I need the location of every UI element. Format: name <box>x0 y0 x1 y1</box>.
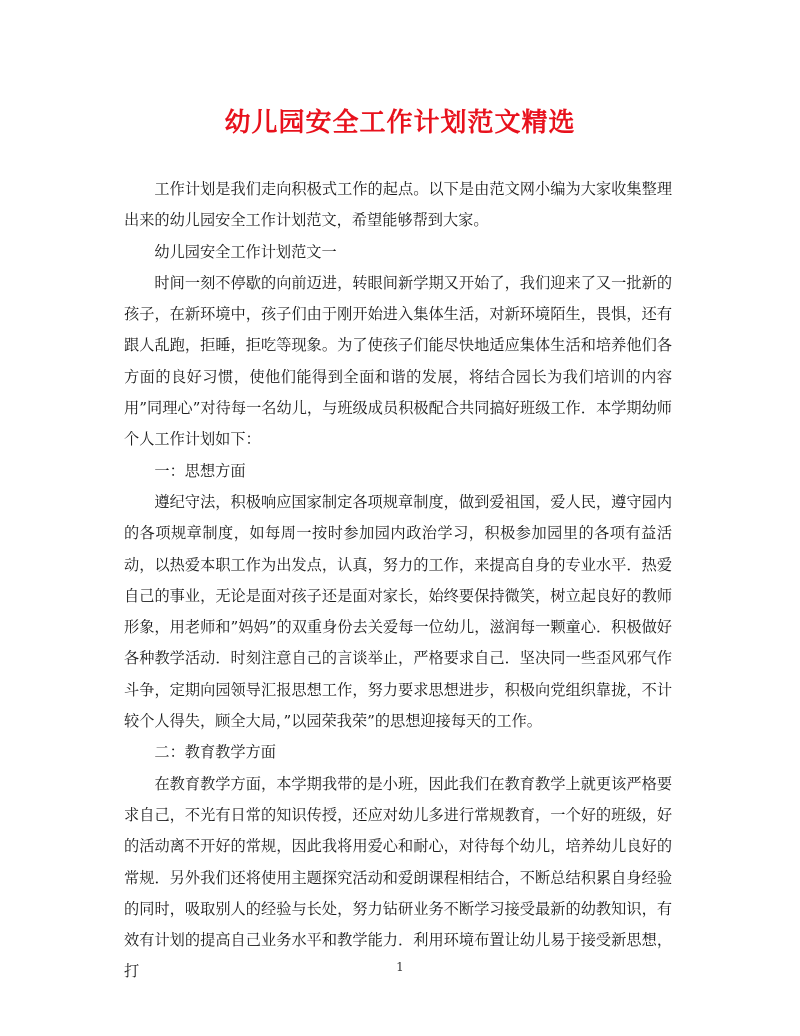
section-heading-2: 一：思想方面 <box>154 461 246 480</box>
paragraph-2: 遵纪守法，积极响应国家制定各项规章制度，做到爱祖国，爱人民，遵守园内的各项规章制度，如每周一按时参加园内政治学习，积极参加园里的各项有益活动，以热爱本职工作为出发点，认真，努力的工作，来提高自身的专业水平．热爱自己的事业，无论是面对孩子还是面对家长，始终要保持微笑，树立起良好的教师形象，用老师和”妈妈”的双重身份去关爱每一位幼儿，滋润每一颗童心．积极做好各种教学活动．时刻注意自己的言谈举止，严格要求自己．坚决同一些歪风邪气作斗争，定期向园领导汇报思想工作，努力要求思想进步，积极向党组织靠拢，不计较个人得失，顾全大局，”以园荣我荣”的思想迎接每天的工作。 <box>124 492 672 731</box>
section-heading-1: 幼儿园安全工作计划范文一 <box>154 242 337 261</box>
paragraph-3: 在教育教学方面，本学期我带的是小班，因此我们在教育教学上就更该严格要求自己，不光有日常的知识传授，还应对幼儿多进行常规教育，一个好的班级，好的活动离不开好的常规，因此我将用爱心和耐心，对待每个幼儿，培养幼儿良好的常规．另外我们还将使用主题探究活动和爱朗课程相结合，不断总结积累自身经验的同时，吸取别人的经验与长处，努力钻研业务不断学习接受最新的幼教知识，有效有计划的提高自己业务水平和教学能力．利用环境布置让幼儿易于接受新思想，打 <box>124 774 672 981</box>
document-title: 幼儿园安全工作计划范文精选 <box>224 108 576 138</box>
page-number: 1 <box>396 960 404 974</box>
section-heading-3: 二：教育教学方面 <box>154 743 276 762</box>
intro-paragraph: 工作计划是我们走向积极式工作的起点。以下是由范文网小编为大家收集整理出来的幼儿园安全工作计划范文，希望能够帮到大家。 <box>124 180 672 230</box>
paragraph-1: 时间一刻不停歇的向前迈进，转眼间新学期又开始了，我们迎来了又一批新的孩子，在新环境中，孩子们由于刚开始进入集体生活，对新环境陌生，畏惧，还有跟人乱跑，拒睡，拒吃等现象。为了使孩子们能尽快地适应集体生活和培养他们各方面的良好习惯，使他们能得到全面和谐的发展，将结合园长为我们培训的内容用”同理心”对待每一名幼儿，与班级成员积极配合共同搞好班级工作．本学期幼师个人工作计划如下： <box>124 273 672 449</box>
document-body <box>124 174 672 988</box>
